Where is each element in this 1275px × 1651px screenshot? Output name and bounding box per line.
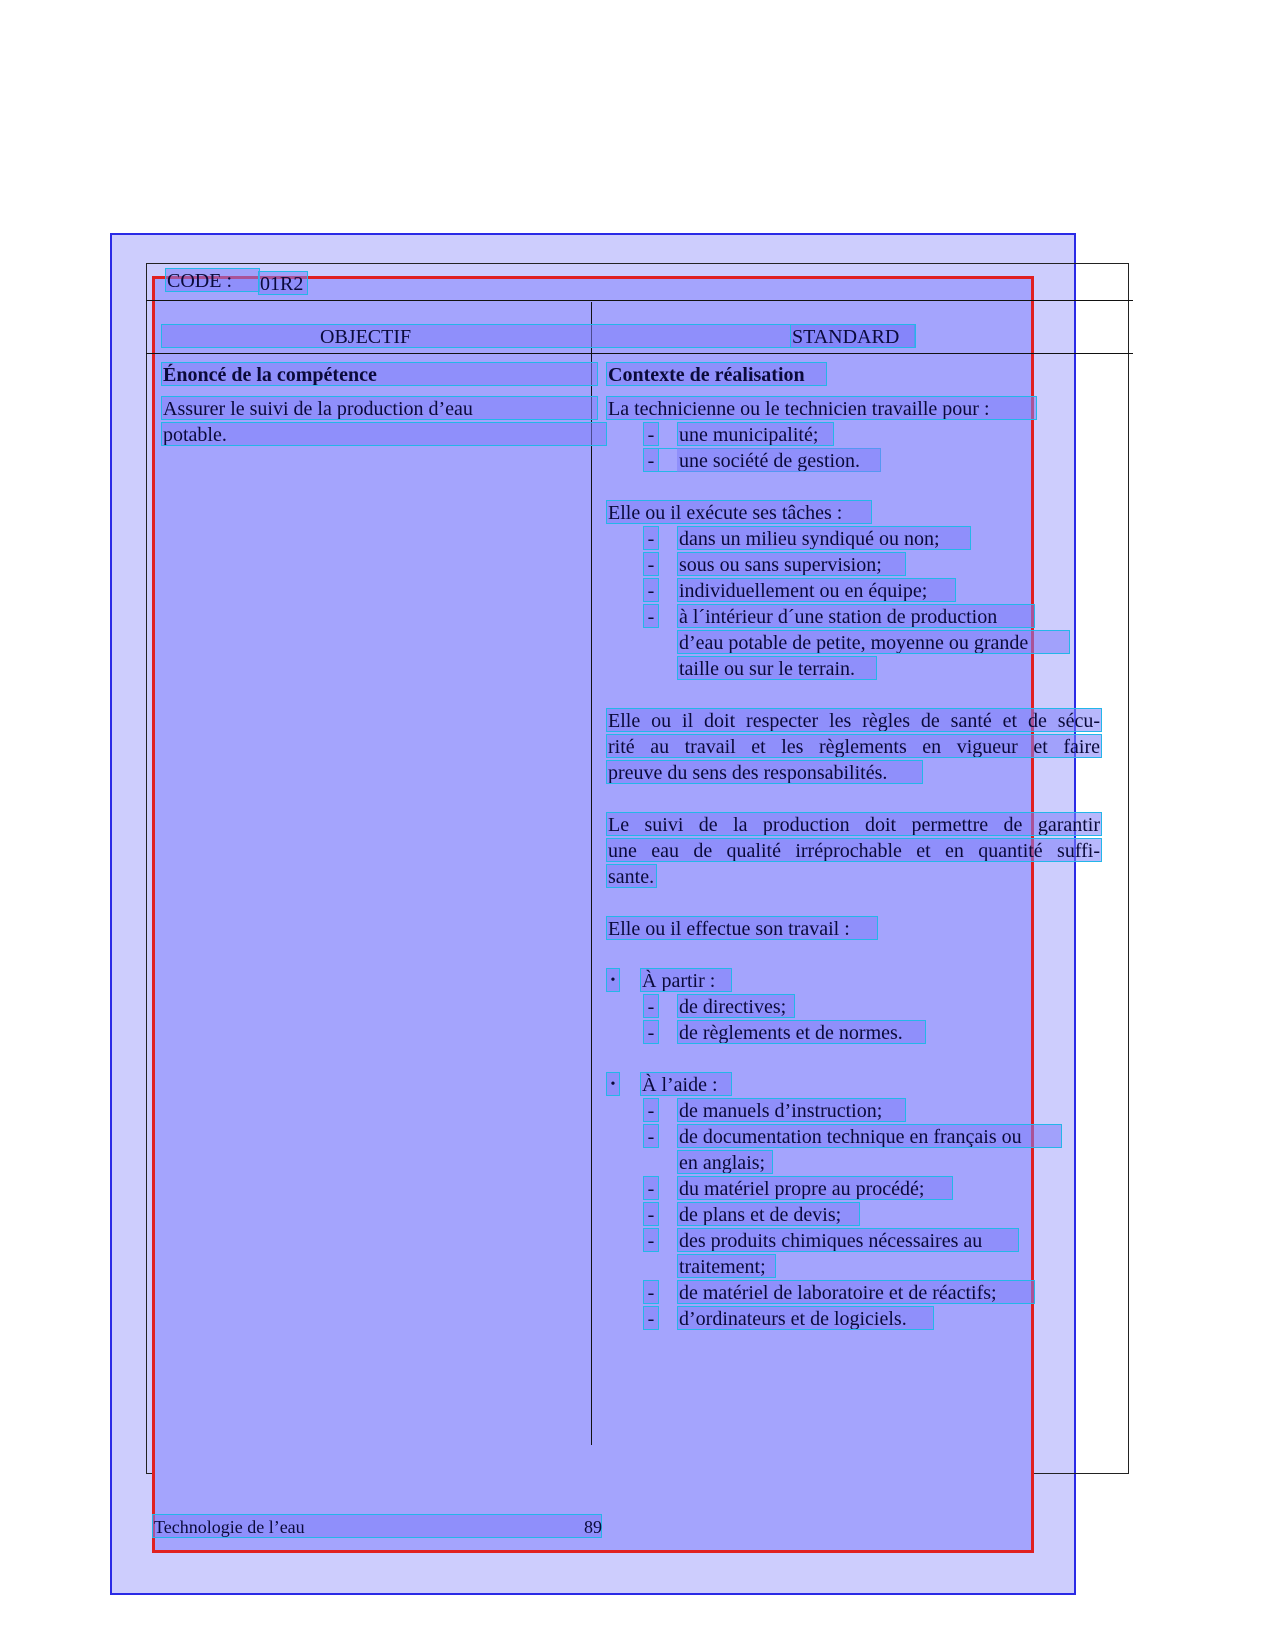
left-line-2: potable.: [161, 422, 607, 446]
p2-item-4: à l´intérieur d´une station de production: [677, 604, 1035, 628]
p1-item-2: une société de gestion.: [677, 448, 881, 472]
content-region: [152, 276, 1034, 1553]
p1-item-1: une municipalité;: [677, 422, 834, 446]
header-rule: [146, 300, 1133, 301]
p4-line-1: Le suivi de la production doit permettre de garantir: [608, 814, 1100, 836]
dash-marker: -: [643, 1280, 659, 1304]
standard-header: STANDARD: [790, 324, 916, 348]
group2-title: À l’aide :: [640, 1072, 732, 1096]
dash-marker: -: [643, 422, 659, 446]
group2-item-3: du matériel propre au procédé;: [677, 1176, 953, 1200]
p2-item-4-cont-2: taille ou sur le terrain.: [677, 656, 877, 680]
dash-marker: -: [643, 552, 659, 576]
objectif-header: OBJECTIF: [320, 326, 412, 348]
p2-item-1: dans un milieu syndiqué ou non;: [677, 526, 971, 550]
group2-item-2: de documentation technique en français ou: [677, 1124, 1062, 1148]
p2-line: Elle ou il exécute ses tâches :: [606, 500, 872, 524]
bullet-marker: •: [606, 1072, 620, 1096]
group1-title: À partir :: [640, 968, 732, 992]
dash-marker: -: [643, 1124, 659, 1148]
code-label: CODE :: [165, 268, 260, 292]
group2-item-2-cont: en anglais;: [677, 1150, 773, 1174]
dash-marker: -: [643, 1098, 659, 1122]
group2-item-6: de matériel de laboratoire et de réactifs;: [677, 1280, 1035, 1304]
group2-item-1: de manuels d’instruction;: [677, 1098, 906, 1122]
column-divider: [591, 302, 592, 1445]
group2-item-5: des produits chimiques nécessaires au: [677, 1228, 1019, 1252]
left-line-1: Assurer le suivi de la production d’eau: [161, 396, 598, 420]
bullet-marker: •: [606, 968, 620, 992]
group2-item-5-cont: traitement;: [677, 1254, 776, 1278]
p2-item-3: individuellement ou en équipe;: [677, 578, 956, 602]
dash-marker: -: [643, 526, 659, 550]
group1-item-2: de règlements et de normes.: [677, 1020, 926, 1044]
p4-line-3: sante.: [606, 864, 657, 888]
p3-line-1: Elle ou il doit respecter les règles de santé et de sécu-: [608, 710, 1100, 732]
dash-marker: -: [643, 448, 659, 472]
p2-item-4-cont-1: d’eau potable de petite, moyenne ou grande: [677, 630, 1070, 654]
group2-item-4: de plans et de devis;: [677, 1202, 860, 1226]
right-heading: Contexte de réalisation: [606, 362, 827, 386]
p2-item-2: sous ou sans supervision;: [677, 552, 906, 576]
left-heading: Énoncé de la compétence: [161, 362, 598, 386]
dash-marker: -: [643, 994, 659, 1018]
p1-line: La technicienne ou le technicien travaille pour :: [606, 396, 1037, 420]
dash-marker: -: [643, 1020, 659, 1044]
dash-marker: -: [643, 1228, 659, 1252]
p4-line-2: une eau de qualité irréprochable et en quantité suffi-: [608, 840, 1100, 862]
dash-marker: -: [643, 1176, 659, 1200]
column-header-rule: [146, 353, 1133, 354]
p5-line: Elle ou il effectue son travail :: [606, 916, 878, 940]
group1-item-1: de directives;: [677, 994, 795, 1018]
dash-marker: -: [643, 1202, 659, 1226]
page-number: 89: [584, 1517, 602, 1537]
dash-marker: -: [643, 578, 659, 602]
p3-line-2: rité au travail et les règlements en vigueur et faire: [608, 736, 1100, 758]
code-value: 01R2: [258, 271, 308, 295]
footer-title: Technologie de l’eau: [152, 1514, 602, 1538]
dash-marker: -: [643, 1306, 659, 1330]
group2-item-7: d’ordinateurs et de logiciels.: [677, 1306, 934, 1330]
p3-line-3: preuve du sens des responsabilités.: [606, 760, 923, 784]
dash-marker: -: [643, 604, 659, 628]
